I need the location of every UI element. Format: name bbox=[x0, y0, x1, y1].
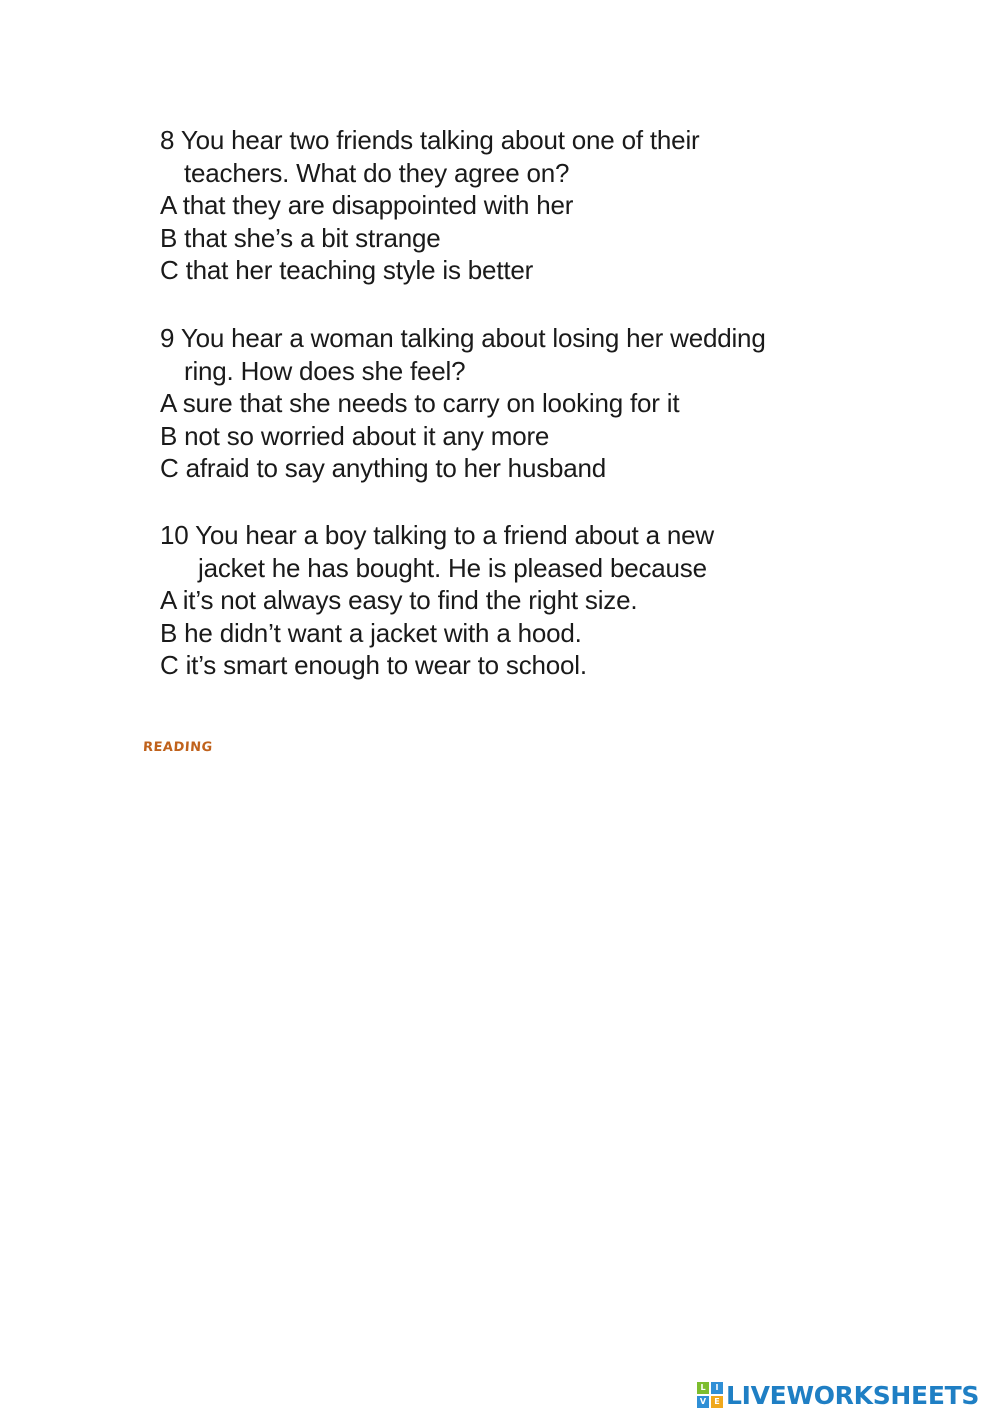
question-stem-line: jacket he has bought. He is pleased because bbox=[198, 552, 707, 583]
answer-option-a[interactable]: A it’s not always easy to find the right size. bbox=[160, 585, 638, 615]
question-10 bbox=[160, 519, 880, 682]
question-stem-line: 8 You hear two friends talking about one of their bbox=[160, 125, 700, 155]
logo-letter: L bbox=[697, 1382, 709, 1394]
logo-letter: I bbox=[711, 1382, 723, 1394]
answer-option-a[interactable]: A sure that she needs to carry on looking for it bbox=[160, 388, 680, 418]
question-8 bbox=[160, 124, 880, 287]
liveworksheets-brand bbox=[697, 1380, 979, 1410]
question-stem-line: teachers. What do they agree on? bbox=[184, 157, 570, 188]
section-label-reading: READING bbox=[142, 740, 214, 755]
question-9 bbox=[160, 322, 880, 485]
answer-option-c[interactable]: C afraid to say anything to her husband bbox=[160, 453, 607, 483]
logo-letter: E bbox=[711, 1396, 723, 1408]
answer-option-c[interactable]: C it’s smart enough to wear to school. bbox=[160, 650, 587, 680]
answer-option-b[interactable]: B that she’s a bit strange bbox=[160, 222, 441, 253]
question-stem-line: 10 You hear a boy talking to a friend about a new bbox=[160, 520, 714, 550]
liveworksheets-logo-icon bbox=[697, 1382, 723, 1408]
answer-option-a[interactable]: A that they are disappointed with her bbox=[160, 190, 574, 220]
answer-option-c[interactable]: C that her teaching style is better bbox=[160, 255, 534, 285]
brand-name: LIVEWORKSHEETS bbox=[726, 1380, 980, 1410]
logo-letter: V bbox=[697, 1396, 709, 1408]
question-stem-line: 9 You hear a woman talking about losing her wedding bbox=[160, 323, 766, 353]
question-stem-line: ring. How does she feel? bbox=[184, 355, 466, 386]
answer-option-b[interactable]: B he didn’t want a jacket with a hood. bbox=[160, 617, 582, 648]
answer-option-b[interactable]: B not so worried about it any more bbox=[160, 420, 550, 451]
